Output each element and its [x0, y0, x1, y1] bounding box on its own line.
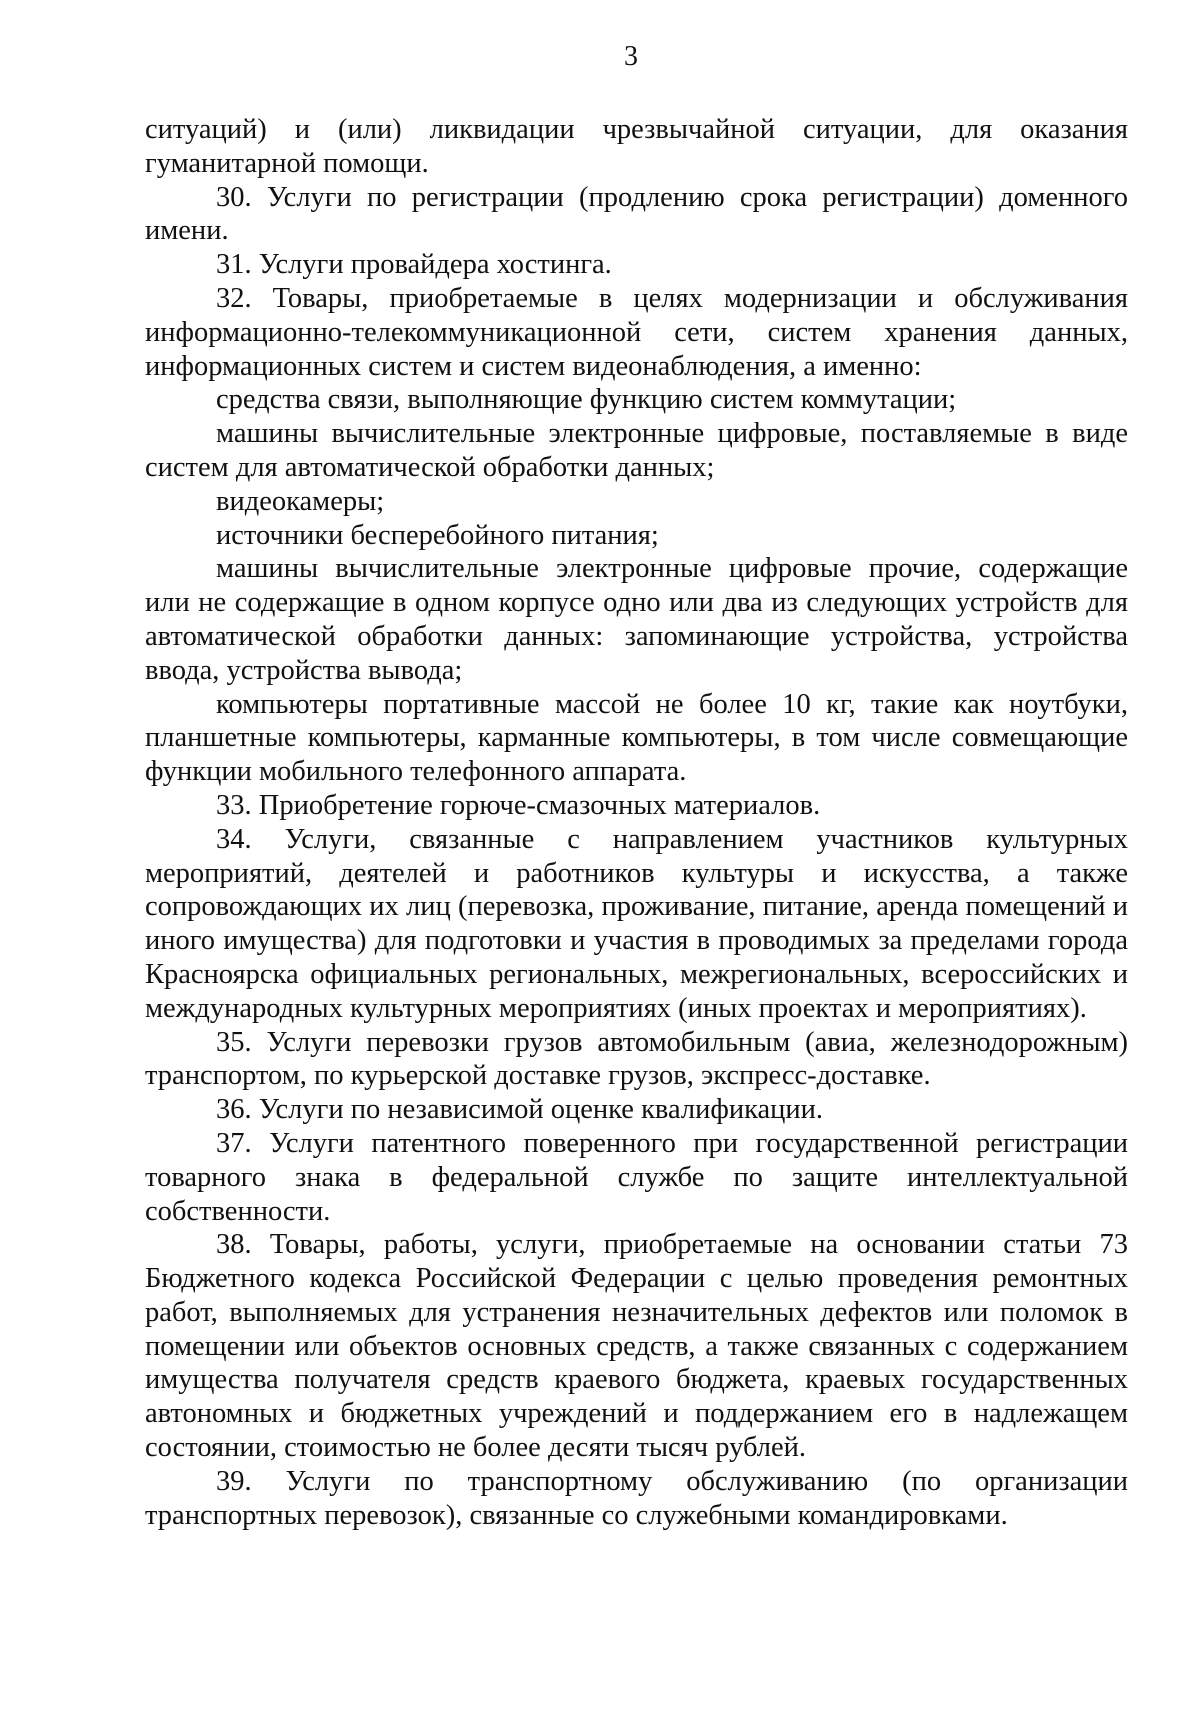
- paragraph-item-34: 34. Услуги, связанные с направлением участников культурных мероприятий, деятелей и работников культуры и искусства, а также сопровождающих их лиц (перевозка, проживание, питание, аренда помещений и иного имущества) для подготовки и участия в проводимых за пределами города Красноярска официальных региональных, межрегиональных, всероссийских и международных культурных мероприятиях (иных проектах и мероприятиях).: [145, 823, 1128, 1024]
- paragraph-item-32-d: источники бесперебойного питания;: [216, 519, 659, 551]
- paragraph-item-32-a: средства связи, выполняющие функцию систем коммутации;: [216, 384, 957, 416]
- paragraph-cont-29: ситуаций) и (или) ликвидации чрезвычайной ситуации, для оказания гуманитарной помощи.: [145, 114, 1128, 179]
- paragraph-item-36: 36. Услуги по независимой оценке квалификации.: [216, 1094, 824, 1126]
- paragraph-item-32-e: машины вычислительные электронные цифровые прочие, содержащие или не содержащие в одном корпусе одно или два из следующих устройств для автоматической обработки данных: запоминающие устройства, устройства ввода, устройства вывода;: [145, 553, 1128, 686]
- paragraph-item-32-b: машины вычислительные электронные цифровые, поставляемые в виде систем для автоматической обработки данных;: [145, 418, 1128, 483]
- paragraph-item-38: 38. Товары, работы, услуги, приобретаемые на основании статьи 73 Бюджетного кодекса Российской Федерации с целью проведения ремонтных работ, выполняемых для устранения незначительных дефектов или поломок в помещении или объектов основных средств, а также связанных с содержанием имущества получателя средств краевого бюджета, краевых государственных автономных и бюджетных учреждений и поддержанием его в надлежащем состоянии, стоимостью не более десяти тысяч рублей.: [145, 1229, 1128, 1464]
- paragraph-item-33: 33. Приобретение горюче-смазочных материалов.: [216, 789, 821, 821]
- paragraph-item-39: 39. Услуги по транспортному обслуживанию (по организации транспортных перевозок), связанные со служебными командировками.: [145, 1465, 1128, 1531]
- paragraph-item-32: 32. Товары, приобретаемые в целях модернизации и обслуживания информационно-телекоммуникационной сети, систем хранения данных, информационных систем и систем видеонаблюдения, а именно:: [145, 282, 1128, 382]
- paragraph-item-30: 30. Услуги по регистрации (продлению срока регистрации) доменного имени.: [145, 181, 1128, 247]
- paragraph-item-37: 37. Услуги патентного поверенного при государственной регистрации товарного знака в федеральной службе по защите интеллектуальной собственности.: [145, 1127, 1128, 1227]
- page-number: 3: [624, 41, 638, 72]
- paragraph-item-32-c: видеокамеры;: [216, 485, 385, 517]
- paragraph-item-31: 31. Услуги провайдера хостинга.: [216, 249, 612, 281]
- document-body: [145, 113, 1128, 1532]
- paragraph-item-32-f: компьютеры портативные массой не более 10 кг, такие как ноутбуки, планшетные компьютеры, карманные компьютеры, в том числе совмещающие функции мобильного телефонного аппарата.: [145, 688, 1128, 788]
- paragraph-item-35: 35. Услуги перевозки грузов автомобильным (авиа, железнодорожным) транспортом, по курьерской доставке грузов, экспресс-доставке.: [145, 1026, 1128, 1092]
